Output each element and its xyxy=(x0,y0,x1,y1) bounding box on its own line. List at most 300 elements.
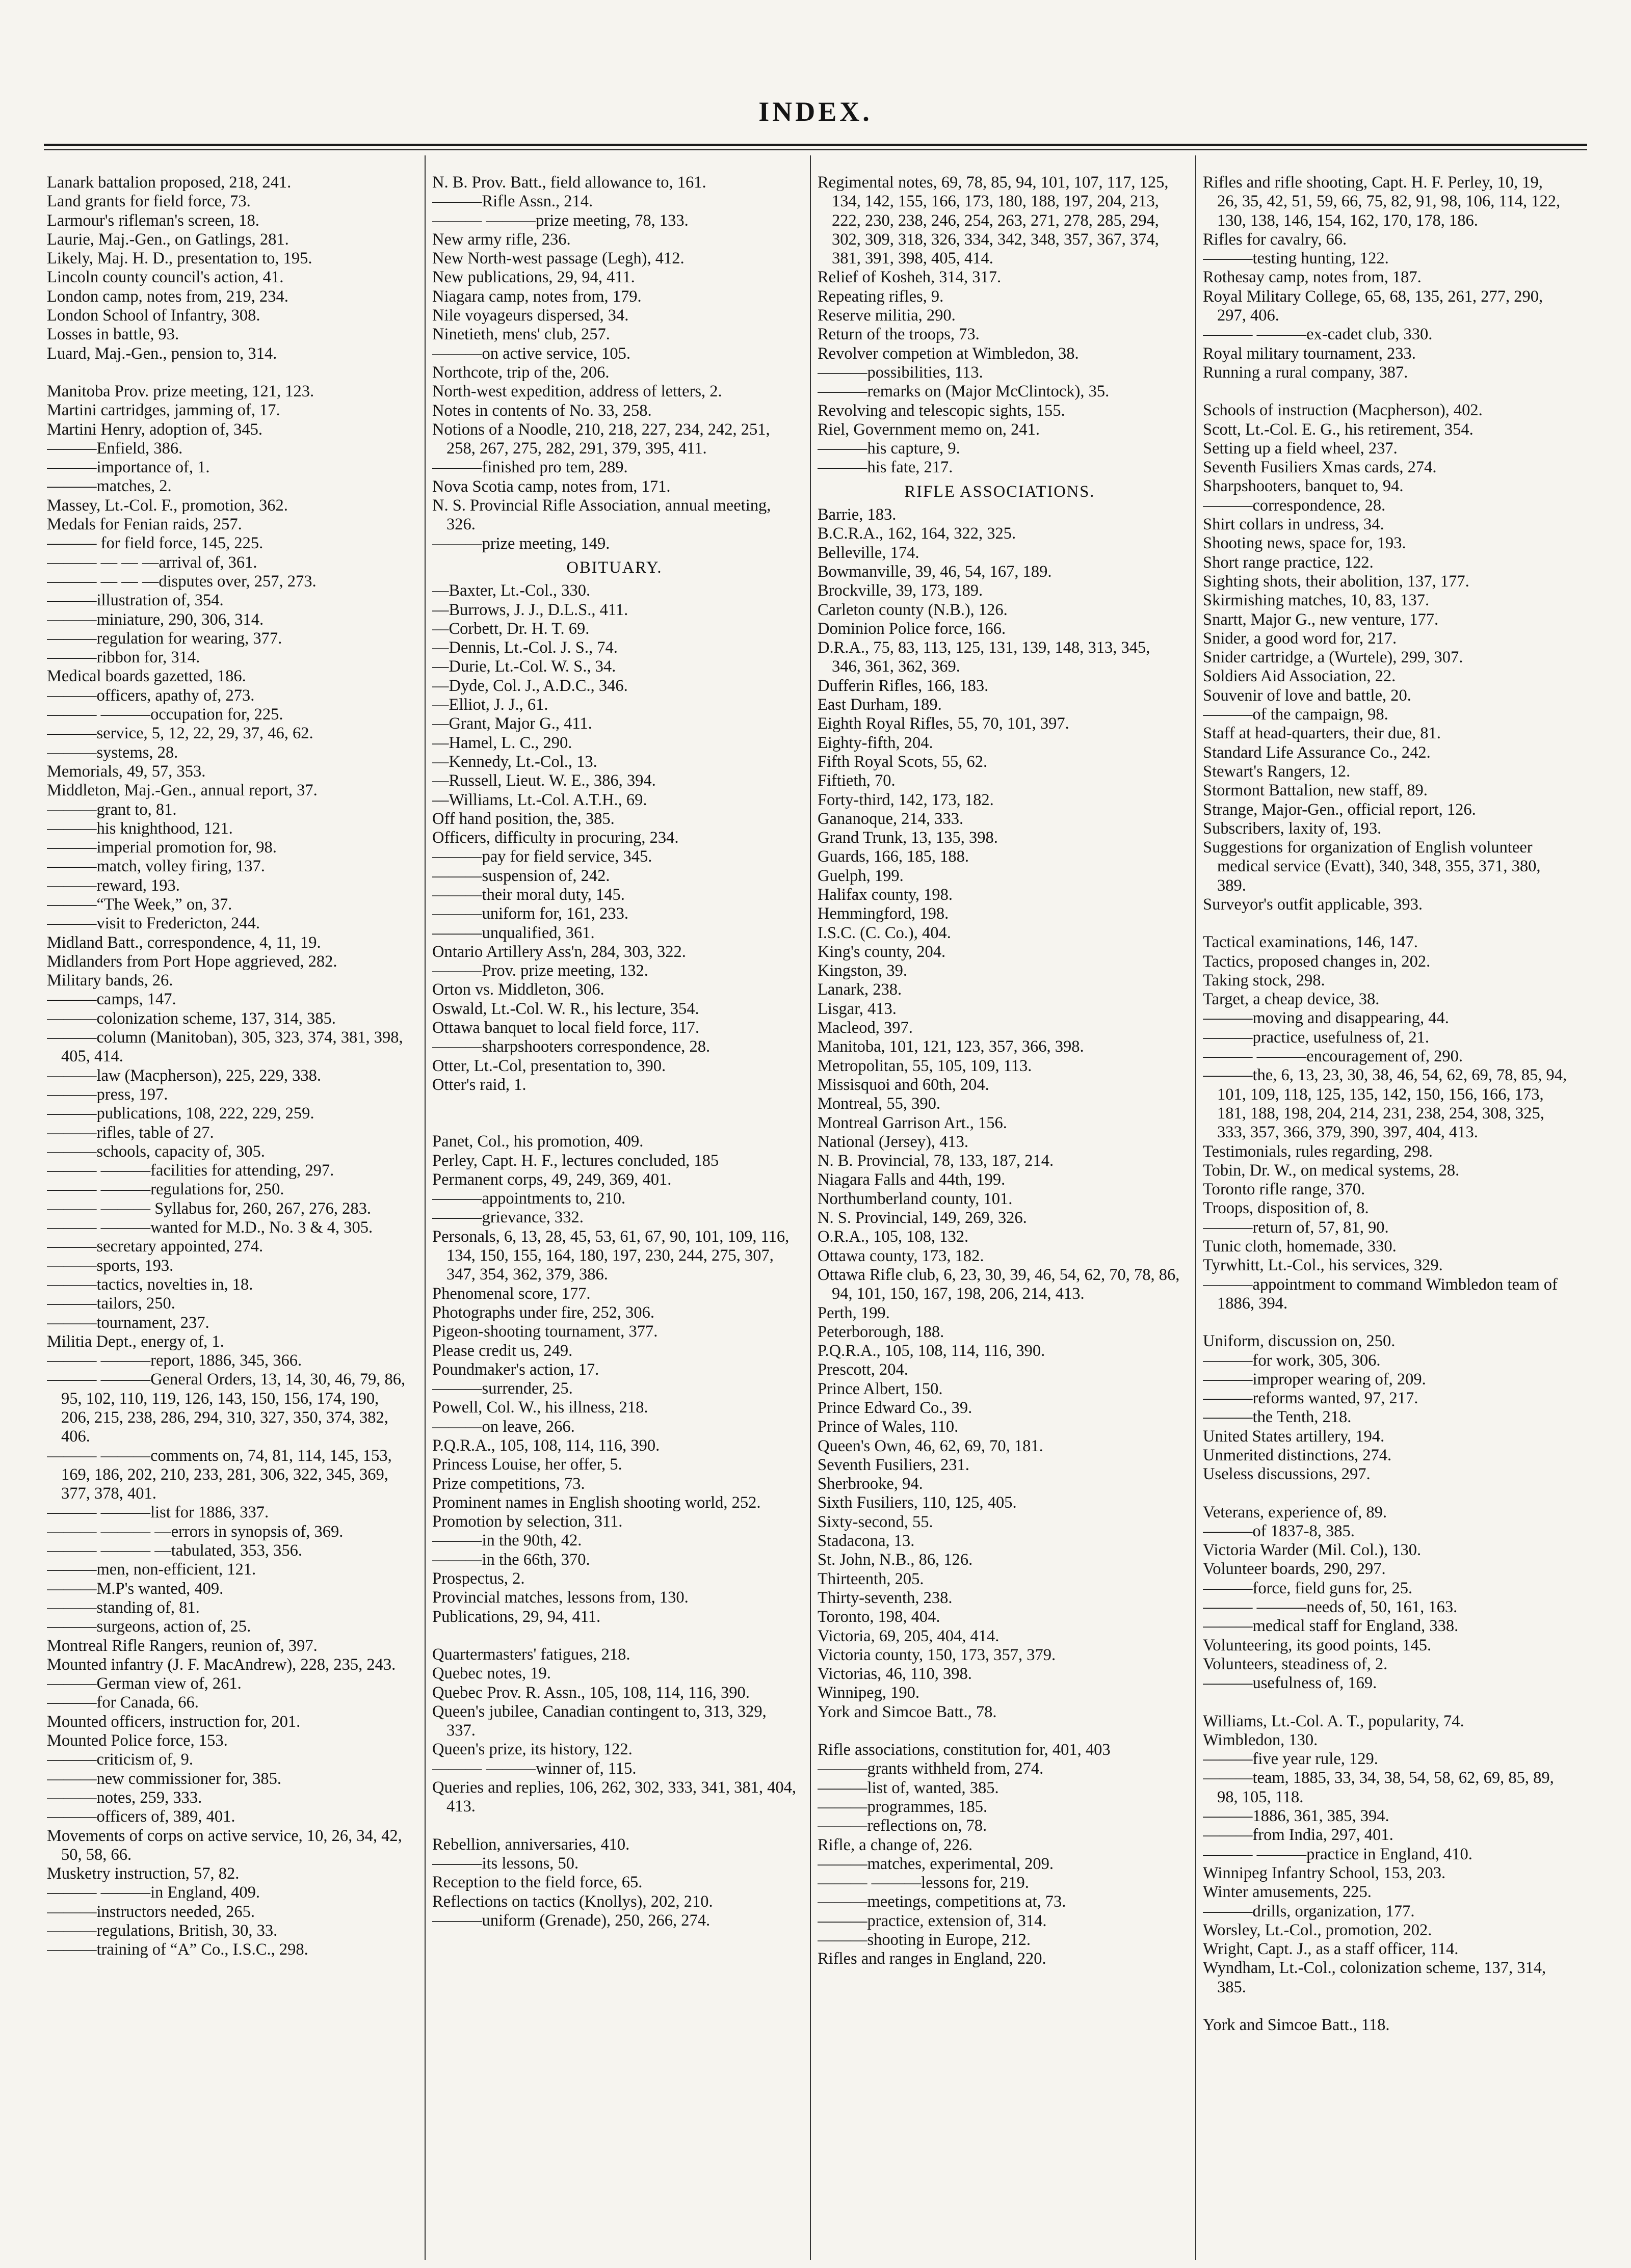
index-entry: Officers, difficulty in procuring, 234. xyxy=(432,829,679,847)
index-entry: ———medical staff for England, 338. xyxy=(1203,1617,1459,1636)
index-entry: Kingston, 39. xyxy=(818,962,908,980)
index-entry: Queen's Own, 46, 62, 69, 70, 181. xyxy=(818,1436,1043,1455)
index-entry: Perley, Capt. H. F., lectures concluded, 185 xyxy=(432,1151,719,1170)
index-entry: Brockville, 39, 173, 189. xyxy=(818,581,983,600)
index-entry: Nile voyageurs dispersed, 34. xyxy=(432,306,629,325)
index-entry: ———colonization scheme, 137, 314, 385. xyxy=(47,1009,336,1028)
index-entry: Perth, 199. xyxy=(818,1303,890,1322)
index-entry: Mounted infantry (J. F. MacAndrew), 228, 235, 243. xyxy=(47,1655,396,1674)
index-entry: Ottawa banquet to local field force, 117. xyxy=(432,1019,700,1037)
index-entry: ———column (Manitoban), 305, 323, 374, 381, 398, 405, 414. xyxy=(47,1028,403,1066)
index-entry: Standard Life Assurance Co., 242. xyxy=(1203,743,1431,762)
index-entry: —Williams, Lt.-Col. A.T.H., 69. xyxy=(432,790,647,809)
index-entry: Quebec notes, 19. xyxy=(432,1664,551,1683)
index-entry: Suggestions for organization of English volunteer medical service (Evatt), 340, 348, 355, 371, 380, 389. xyxy=(1203,838,1541,895)
index-entry: N. B. Prov. Batt., field allowance to, 161. xyxy=(432,173,706,192)
index-entry: Land grants for field force, 73. xyxy=(47,192,251,211)
index-entry: ———surrender, 25. xyxy=(432,1379,573,1398)
index-entry: Mounted officers, instruction for, 201. xyxy=(47,1712,301,1731)
index-entry: Medical boards gazetted, 186. xyxy=(47,667,246,686)
index-entry: ———1886, 361, 385, 394. xyxy=(1203,1807,1389,1826)
index-entry: Snider, a good word for, 217. xyxy=(1203,629,1397,648)
index-entry: Useless discussions, 297. xyxy=(1203,1465,1371,1484)
index-entry: Rothesay camp, notes from, 187. xyxy=(1203,268,1422,287)
index-entry: Metropolitan, 55, 105, 109, 113. xyxy=(818,1056,1032,1075)
index-entry: Victorias, 46, 110, 398. xyxy=(818,1665,972,1684)
index-entry: —Durie, Lt.-Col. W. S., 34. xyxy=(432,657,616,676)
index-entry: Running a rural company, 387. xyxy=(1203,363,1408,382)
index-entry: ———moving and disappearing, 44. xyxy=(1203,1009,1449,1028)
index-entry: ——— ———occupation for, 225. xyxy=(47,705,283,724)
index-entry: ——— ———encouragement of, 290. xyxy=(1203,1047,1463,1066)
index-entry: Larmour's rifleman's screen, 18. xyxy=(47,211,259,230)
index-entry: Otter, Lt.-Col, presentation to, 390. xyxy=(432,1056,666,1075)
index-entry: Missisquoi and 60th, 204. xyxy=(818,1075,989,1094)
index-entry: Memorials, 49, 57, 353. xyxy=(47,762,206,781)
index-entry: ———for work, 305, 306. xyxy=(1203,1351,1381,1370)
index-entry: ———regulations, British, 30, 33. xyxy=(47,1922,278,1940)
index-entry: Toronto rifle range, 370. xyxy=(1203,1180,1365,1199)
index-entry: Luard, Maj.-Gen., pension to, 314. xyxy=(47,344,277,363)
index-entry: Surveyor's outfit applicable, 393. xyxy=(1203,895,1423,914)
index-entry: ———the, 6, 13, 23, 30, 38, 46, 54, 62, 69, 78, 85, 94, 101, 109, 118, 125, 135, 142, 150, 156, 166, 173, 181, 188, 198, 204, 214, 231, 238, 254, 308, 325, 333, 357, 366, 379, 390, 397, 404, 413. xyxy=(1203,1066,1567,1142)
index-entry: Losses in battle, 93. xyxy=(47,325,179,344)
index-entry: Reserve militia, 290. xyxy=(818,306,956,325)
index-entry: Montreal, 55, 390. xyxy=(818,1095,941,1113)
index-entry: ———list of, wanted, 385. xyxy=(818,1778,999,1797)
index-entry: ———return of, 57, 81, 90. xyxy=(1203,1218,1389,1237)
index-entry: Sixty-second, 55. xyxy=(818,1512,933,1531)
index-entry: Williams, Lt.-Col. A. T., popularity, 74. xyxy=(1203,1712,1464,1730)
index-entry: Midlanders from Port Hope aggrieved, 282. xyxy=(47,952,337,971)
index-entry: Military bands, 26. xyxy=(47,971,173,990)
index-entry: Uniform, discussion on, 250. xyxy=(1203,1332,1396,1351)
index-entry: Victoria, 69, 205, 404, 414. xyxy=(818,1626,999,1645)
index-entry: East Durham, 189. xyxy=(818,696,942,714)
index-entry: ———of the campaign, 98. xyxy=(1203,705,1388,724)
index-entry: Winnipeg, 190. xyxy=(818,1684,919,1702)
index-entry: Royal Military College, 65, 68, 135, 261, 277, 290, 297, 406. xyxy=(1203,287,1543,325)
index-entry: Repeating rifles, 9. xyxy=(818,287,944,306)
index-entry: Ontario Artillery Ass'n, 284, 303, 322. xyxy=(432,942,686,961)
index-entry: Unmerited distinctions, 274. xyxy=(1203,1446,1392,1464)
index-entry: Target, a cheap device, 38. xyxy=(1203,990,1380,1009)
index-entry: ———meetings, competitions at, 73. xyxy=(818,1892,1066,1911)
index-entry: ———sports, 193. xyxy=(47,1256,174,1275)
index-entry: ——— ——— —errors in synopsis of, 369. xyxy=(47,1522,344,1541)
index-entry: ———ribbon for, 314. xyxy=(47,648,200,667)
index-entry: Movements of corps on active service, 10, 26, 34, 42, 50, 58, 66. xyxy=(47,1826,402,1864)
index-entry: Worsley, Lt.-Col., promotion, 202. xyxy=(1203,1920,1432,1939)
index-entry: ———criticism of, 9. xyxy=(47,1750,194,1769)
index-entry: ———training of “A” Co., I.S.C., 298. xyxy=(47,1940,308,1959)
index-entry: ———appointments to, 210. xyxy=(432,1189,626,1208)
index-entry: ———tactics, novelties in, 18. xyxy=(47,1275,253,1294)
index-entry: Volunteer boards, 290, 297. xyxy=(1203,1560,1386,1579)
index-entry: Tactics, proposed changes in, 202. xyxy=(1203,952,1431,971)
index-entry: Souvenir of love and battle, 20. xyxy=(1203,686,1411,705)
index-entry: Short range practice, 122. xyxy=(1203,553,1374,572)
index-entry: ——— ———in England, 409. xyxy=(47,1883,260,1902)
index-entry: Winter amusements, 225. xyxy=(1203,1883,1372,1902)
entry-spacer xyxy=(47,363,411,382)
index-entry: —Dyde, Col. J., A.D.C., 346. xyxy=(432,676,628,695)
index-entry: ———possibilities, 113. xyxy=(818,363,983,382)
entry-spacer xyxy=(1203,1313,1567,1332)
index-entry: ———secretary appointed, 274. xyxy=(47,1237,264,1256)
entry-spacer xyxy=(432,1626,797,1645)
index-entry: ———his knighthood, 121. xyxy=(47,819,233,838)
index-entry: Victoria county, 150, 173, 357, 379. xyxy=(818,1645,1056,1664)
index-entry: Queries and replies, 106, 262, 302, 333, 341, 381, 404, 413. xyxy=(432,1778,797,1816)
index-entry: ———M.P's wanted, 409. xyxy=(47,1579,224,1598)
index-entry: —Dennis, Lt.-Col. J. S., 74. xyxy=(432,638,618,657)
index-entry: North-west expedition, address of letters, 2. xyxy=(432,382,722,401)
entry-spacer xyxy=(432,1095,797,1113)
index-entry: ———rifles, table of 27. xyxy=(47,1123,214,1142)
index-entry: Toronto, 198, 404. xyxy=(818,1608,940,1626)
index-entry: —Grant, Major G., 411. xyxy=(432,714,592,733)
index-entry: Hemmingford, 198. xyxy=(818,904,949,923)
index-entry: ———importance of, 1. xyxy=(47,458,210,477)
index-entry: ———his capture, 9. xyxy=(818,439,960,458)
index-entry: New publications, 29, 94, 411. xyxy=(432,268,635,287)
header-rule-thick xyxy=(44,144,1587,146)
index-entry: Niagara Falls and 44th, 199. xyxy=(818,1170,1006,1189)
index-entry: ——— ———prize meeting, 78, 133. xyxy=(432,211,689,230)
index-entry: ———for Canada, 66. xyxy=(47,1693,199,1712)
index-entry: ———shooting in Europe, 212. xyxy=(818,1931,1031,1950)
index-entry: Sherbrooke, 94. xyxy=(818,1475,923,1493)
page-title: INDEX. xyxy=(758,96,873,127)
index-entry: Ninetieth, mens' club, 257. xyxy=(432,325,610,344)
index-entry: ———in the 66th, 370. xyxy=(432,1550,590,1569)
index-entry: Sharpshooters, banquet to, 94. xyxy=(1203,477,1404,496)
index-entry: Pigeon-shooting tournament, 377. xyxy=(432,1322,658,1341)
index-entry: Soldiers Aid Association, 22. xyxy=(1203,667,1396,686)
index-entry: P.Q.R.A., 105, 108, 114, 116, 390. xyxy=(432,1436,660,1455)
index-entry: Northcote, trip of the, 206. xyxy=(432,363,610,382)
column-divider xyxy=(1195,155,1196,2260)
index-entry: Seventh Fusiliers, 231. xyxy=(818,1455,969,1474)
index-entry: London School of Infantry, 308. xyxy=(47,306,260,325)
index-entry: ———improper wearing of, 209. xyxy=(1203,1370,1426,1389)
index-entry: Stadacona, 13. xyxy=(818,1532,915,1551)
index-entry: ———finished pro tem, 289. xyxy=(432,458,628,477)
index-entry: Scott, Lt.-Col. E. G., his retirement, 354. xyxy=(1203,420,1474,439)
index-entry: Quartermasters' fatigues, 218. xyxy=(432,1645,630,1664)
entry-spacer xyxy=(432,1113,797,1132)
index-entry: ———the Tenth, 218. xyxy=(1203,1408,1352,1427)
index-entry: ———practice, usefulness of, 21. xyxy=(1203,1028,1430,1047)
section-heading: RIFLE ASSOCIATIONS. xyxy=(904,482,1095,501)
index-entry: ———correspondence, 28. xyxy=(1203,496,1386,515)
index-entry: ———in the 90th, 42. xyxy=(432,1531,582,1550)
index-column-3 xyxy=(818,173,1182,2257)
index-entry: Relief of Kosheh, 314, 317. xyxy=(818,268,1002,287)
index-entry: ———imperial promotion for, 98. xyxy=(47,838,277,857)
index-entry: B.C.R.A., 162, 164, 322, 325. xyxy=(818,524,1016,543)
index-entry: —Russell, Lieut. W. E., 386, 394. xyxy=(432,771,656,790)
index-entry: Otter's raid, 1. xyxy=(432,1075,527,1094)
index-entry: ———“The Week,” on, 37. xyxy=(47,895,232,914)
index-entry: Niagara camp, notes from, 179. xyxy=(432,287,642,306)
index-entry: ———instructors needed, 265. xyxy=(47,1902,255,1921)
index-entry: Orton vs. Middleton, 306. xyxy=(432,980,604,999)
index-entry: Rifles and rifle shooting, Capt. H. F. Perley, 10, 19, 26, 35, 42, 51, 59, 66, 75, 82, 91, 98, 106, 114, 122, 130, 138, 146, 154, 162, 170, 178, 186. xyxy=(1203,173,1561,230)
index-entry: ——— ———regulations for, 250. xyxy=(47,1180,284,1199)
index-entry: York and Simcoe Batt., 118. xyxy=(1203,2016,1390,2035)
index-entry: ———of 1837-8, 385. xyxy=(1203,1522,1355,1540)
index-entry: Lincoln county council's action, 41. xyxy=(47,268,284,287)
index-entry: ———its lessons, 50. xyxy=(432,1854,579,1873)
index-entry: National (Jersey), 413. xyxy=(818,1132,969,1151)
index-entry: Veterans, experience of, 89. xyxy=(1203,1503,1387,1522)
index-entry: Prince Edward Co., 39. xyxy=(818,1399,972,1417)
index-entry: Please credit us, 249. xyxy=(432,1341,573,1360)
index-entry: ———Prov. prize meeting, 132. xyxy=(432,962,648,980)
index-entry: ———programmes, 185. xyxy=(818,1797,988,1816)
index-entry: Halifax county, 198. xyxy=(818,885,953,904)
index-entry: Photographs under fire, 252, 306. xyxy=(432,1303,654,1322)
index-entry: ———officers of, 389, 401. xyxy=(47,1807,235,1826)
index-entry: Winnipeg Infantry School, 153, 203. xyxy=(1203,1863,1446,1882)
index-entry: ——— ———winner of, 115. xyxy=(432,1759,637,1778)
index-entry: Dominion Police force, 166. xyxy=(818,619,1006,638)
index-entry: Publications, 29, 94, 411. xyxy=(432,1607,601,1626)
index-entry: Medals for Fenian raids, 257. xyxy=(47,515,242,534)
index-entry: ——— ———comments on, 74, 81, 114, 145, 153, 169, 186, 202, 210, 233, 281, 306, 322, 345, 369, 377, 378, 401. xyxy=(47,1446,392,1503)
index-entry: ———law (Macpherson), 225, 229, 338. xyxy=(47,1066,321,1085)
header-rule-thin xyxy=(44,149,1587,150)
index-entry: Volunteers, steadiness of, 2. xyxy=(1203,1655,1388,1673)
index-entry: Rifle, a change of, 226. xyxy=(818,1835,973,1854)
index-entry: Rebellion, anniversaries, 410. xyxy=(432,1835,630,1854)
index-entry: ———notes, 259, 333. xyxy=(47,1788,202,1807)
index-entry: N. S. Provincial Rifle Association, annual meeting, 326. xyxy=(432,496,771,534)
index-entry: Taking stock, 298. xyxy=(1203,971,1325,990)
index-entry: ———tournament, 237. xyxy=(47,1313,209,1332)
index-entry: ———miniature, 290, 306, 314. xyxy=(47,610,264,629)
index-entry: ———systems, 28. xyxy=(47,743,178,762)
index-entry: Notes in contents of No. 33, 258. xyxy=(432,401,652,420)
index-entry: London camp, notes from, 219, 234. xyxy=(47,287,288,306)
index-entry: Musketry instruction, 57, 82. xyxy=(47,1864,240,1883)
index-entry: Bowmanville, 39, 46, 54, 167, 189. xyxy=(818,562,1052,581)
index-entry: ——— ———General Orders, 13, 14, 30, 46, 79, 86, 95, 102, 110, 119, 126, 143, 150, 156, 174, 190, 206, 215, 238, 286, 294, 310, 327, 350, 374, 382, 406. xyxy=(47,1370,406,1446)
index-column-2 xyxy=(432,173,797,2257)
entry-spacer xyxy=(1203,1484,1567,1503)
index-entry: ———new commissioner for, 385. xyxy=(47,1769,281,1788)
index-entry: ——— ——— —tabulated, 353, 356. xyxy=(47,1541,302,1560)
index-entry: Peterborough, 188. xyxy=(818,1322,944,1341)
index-entry: Sighting shots, their abolition, 137, 177. xyxy=(1203,572,1469,591)
entry-spacer xyxy=(818,1722,1182,1741)
index-entry: New North-west passage (Legh), 412. xyxy=(432,249,685,268)
entry-spacer xyxy=(1203,382,1567,401)
index-entry: Riel, Government memo on, 241. xyxy=(818,420,1040,439)
index-entry: Setting up a field wheel, 237. xyxy=(1203,439,1398,458)
index-entry: Wright, Capt. J., as a staff officer, 114. xyxy=(1203,1940,1459,1959)
index-entry: ———reforms wanted, 97, 217. xyxy=(1203,1389,1418,1408)
index-entry: Lanark, 238. xyxy=(818,980,902,999)
index-entry: ———prize meeting, 149. xyxy=(432,534,610,553)
index-entry: Shooting news, space for, 193. xyxy=(1203,534,1406,553)
index-entry: ——— ———ex-cadet club, 330. xyxy=(1203,325,1433,344)
index-entry: Laurie, Maj.-Gen., on Gatlings, 281. xyxy=(47,230,289,249)
index-entry: ———usefulness of, 169. xyxy=(1203,1674,1377,1693)
index-entry: ———press, 197. xyxy=(47,1085,168,1104)
index-entry: Prominent names in English shooting world, 252. xyxy=(432,1493,761,1512)
index-entry: ———force, field guns for, 25. xyxy=(1203,1579,1413,1597)
index-entry: Northumberland county, 101. xyxy=(818,1189,1013,1208)
index-entry: Thirteenth, 205. xyxy=(818,1569,924,1588)
index-entry: ——— ——— Syllabus for, 260, 267, 276, 283. xyxy=(47,1199,372,1218)
index-entry: ———reflections on, 78. xyxy=(818,1817,987,1835)
index-entry: ———schools, capacity of, 305. xyxy=(47,1142,265,1161)
index-entry: Royal military tournament, 233. xyxy=(1203,344,1416,363)
entry-spacer xyxy=(432,1817,797,1835)
index-entry: United States artillery, 194. xyxy=(1203,1427,1385,1446)
index-entry: Promotion by selection, 311. xyxy=(432,1512,623,1531)
index-entry: ———remarks on (Major McClintock), 35. xyxy=(818,382,1110,401)
index-entry: ——— ———report, 1886, 345, 366. xyxy=(47,1351,302,1370)
index-entry: Midland Batt., correspondence, 4, 11, 19. xyxy=(47,933,321,952)
index-entry: ———camps, 147. xyxy=(47,990,176,1009)
index-entry: ———uniform for, 161, 233. xyxy=(432,904,629,923)
index-entry: Seventh Fusiliers Xmas cards, 274. xyxy=(1203,458,1437,477)
index-entry: Rifle associations, constitution for, 401, 403 xyxy=(818,1741,1111,1759)
index-entry: Oswald, Lt.-Col. W. R., his lecture, 354. xyxy=(432,999,699,1018)
index-entry: Middleton, Maj.-Gen., annual report, 37. xyxy=(47,781,318,800)
index-entry: Eighty-fifth, 204. xyxy=(818,733,933,752)
index-entry: ——— ———needs of, 50, 161, 163. xyxy=(1203,1598,1458,1617)
index-entry: I.S.C. (C. Co.), 404. xyxy=(818,923,951,942)
index-entry: Poundmaker's action, 17. xyxy=(432,1360,599,1379)
index-entry: ———suspension of, 242. xyxy=(432,866,610,885)
index-entry: Prescott, 204. xyxy=(818,1360,908,1379)
index-column-4 xyxy=(1203,173,1567,2257)
index-entry: ———on active service, 105. xyxy=(432,344,630,363)
index-entry: ——— ———lessons for, 219. xyxy=(818,1874,1029,1892)
index-entry: Strange, Major-Gen., official report, 126. xyxy=(1203,800,1476,819)
index-entry: Barrie, 183. xyxy=(818,505,897,524)
index-entry: Schools of instruction (Macpherson), 402. xyxy=(1203,401,1483,420)
section-heading: OBITUARY. xyxy=(566,558,663,577)
index-entry: Phenomenal score, 177. xyxy=(432,1284,591,1303)
index-entry: Prince of Wales, 110. xyxy=(818,1418,959,1436)
index-entry: —Burrows, J. J., D.L.S., 411. xyxy=(432,600,628,619)
index-entry: Guards, 166, 185, 188. xyxy=(818,847,969,866)
index-entry: Tobin, Dr. W., on medical systems, 28. xyxy=(1203,1161,1460,1180)
index-entry: ———tailors, 250. xyxy=(47,1294,175,1313)
index-entry: ———from India, 297, 401. xyxy=(1203,1826,1393,1845)
index-entry: ———German view of, 261. xyxy=(47,1674,242,1693)
index-entry: Victoria Warder (Mil. Col.), 130. xyxy=(1203,1541,1422,1560)
index-entry: Mounted Police force, 153. xyxy=(47,1731,228,1750)
index-entry: D.R.A., 75, 83, 113, 125, 131, 139, 148, 313, 345, 346, 361, 362, 369. xyxy=(818,638,1150,676)
index-entry: Prospectus, 2. xyxy=(432,1569,525,1588)
index-entry: St. John, N.B., 86, 126. xyxy=(818,1551,973,1569)
index-entry: Likely, Maj. H. D., presentation to, 195. xyxy=(47,249,312,268)
index-entry: Wyndham, Lt.-Col., colonization scheme, 137, 314, 385. xyxy=(1203,1959,1546,1996)
index-entry: ——— — — —disputes over, 257, 273. xyxy=(47,572,317,591)
index-entry: Prize competitions, 73. xyxy=(432,1474,585,1493)
index-entry: Montreal Rifle Rangers, reunion of, 397. xyxy=(47,1636,318,1655)
index-entry: ——— — — —arrival of, 361. xyxy=(47,553,257,572)
index-entry: Revolving and telescopic sights, 155. xyxy=(818,401,1065,420)
index-entry: ———regulation for wearing, 377. xyxy=(47,629,282,648)
index-entry: Guelph, 199. xyxy=(818,866,904,885)
index-entry: Personals, 6, 13, 28, 45, 53, 61, 67, 90, 101, 109, 116, 134, 150, 155, 164, 180, 197, 230, 244, 275, 307, 347, 354, 362, 379, 386. xyxy=(432,1227,790,1284)
index-entry: Regimental notes, 69, 78, 85, 94, 101, 107, 117, 125, 134, 142, 155, 166, 173, 180, 188, 197, 204, 213, 222, 230, 238, 246, 254, 263, 271, 278, 285, 294, 302, 309, 318, 326, 334, 342, 348, 357, 367, 374, 381, 391, 398, 405, 414. xyxy=(818,173,1169,268)
index-entry: ———sharpshooters correspondence, 28. xyxy=(432,1037,711,1056)
index-entry: ———surgeons, action of, 25. xyxy=(47,1617,251,1636)
index-entry: York and Simcoe Batt., 78. xyxy=(818,1702,997,1721)
index-entry: P.Q.R.A., 105, 108, 114, 116, 390. xyxy=(818,1342,1045,1360)
index-entry: Reflections on tactics (Knollys), 202, 210. xyxy=(432,1892,713,1911)
index-entry: ———officers, apathy of, 273. xyxy=(47,686,255,705)
index-entry: Dufferin Rifles, 166, 183. xyxy=(818,676,989,695)
index-entry: Wimbledon, 130. xyxy=(1203,1730,1318,1749)
index-entry: Princess Louise, her offer, 5. xyxy=(432,1455,622,1474)
index-entry: Ottawa county, 173, 182. xyxy=(818,1246,984,1265)
index-entry: ——— ———facilities for attending, 297. xyxy=(47,1161,334,1180)
index-entry: ———visit to Fredericton, 244. xyxy=(47,914,260,933)
index-entry: Belleville, 174. xyxy=(818,543,919,562)
index-entry: Manitoba Prov. prize meeting, 121, 123. xyxy=(47,382,314,401)
index-entry: Queen's jubilee, Canadian contingent to, 313, 329, 337. xyxy=(432,1702,767,1740)
index-entry: Ottawa Rifle club, 6, 23, 30, 39, 46, 54, 62, 70, 78, 86, 94, 101, 150, 167, 198, 206, 214, 413. xyxy=(818,1265,1180,1303)
index-entry: Rifles for cavalry, 66. xyxy=(1203,230,1347,249)
index-entry: ——— ———wanted for M.D., No. 3 & 4, 305. xyxy=(47,1218,373,1237)
index-entry: Panet, Col., his promotion, 409. xyxy=(432,1132,644,1151)
index-entry: Gananoque, 214, 333. xyxy=(818,809,964,828)
index-entry: ——— ———list for 1886, 337. xyxy=(47,1503,269,1522)
index-entry: ———on leave, 266. xyxy=(432,1417,575,1436)
index-entry: Powell, Col. W., his illness, 218. xyxy=(432,1398,648,1417)
index-entry: ———standing of, 81. xyxy=(47,1598,200,1617)
index-entry: —Hamel, L. C., 290. xyxy=(432,733,572,752)
index-entry: Tactical examinations, 146, 147. xyxy=(1203,933,1418,952)
index-entry: Shirt collars in undress, 34. xyxy=(1203,515,1384,534)
index-entry: ———drills, organization, 177. xyxy=(1203,1902,1415,1920)
index-entry: ———matches, experimental, 209. xyxy=(818,1854,1054,1873)
index-entry: Rifles and ranges in England, 220. xyxy=(818,1950,1046,1968)
column-divider xyxy=(810,155,811,2260)
index-entry: O.R.A., 105, 108, 132. xyxy=(818,1228,969,1246)
index-entry: Provincial matches, lessons from, 130. xyxy=(432,1588,689,1607)
index-entry: King's county, 204. xyxy=(818,942,946,961)
index-entry: Forty-third, 142, 173, 182. xyxy=(818,790,994,809)
index-entry: Carleton county (N.B.), 126. xyxy=(818,600,1008,619)
index-entry: Return of the troops, 73. xyxy=(818,325,980,344)
index-entry: ———grant to, 81. xyxy=(47,800,177,819)
index-entry: Queen's prize, its history, 122. xyxy=(432,1740,633,1759)
index-entry: Lisgar, 413. xyxy=(818,999,897,1018)
index-entry: Revolver competion at Wimbledon, 38. xyxy=(818,344,1079,363)
column-divider xyxy=(425,155,426,2260)
index-entry: N. B. Provincial, 78, 133, 187, 214. xyxy=(818,1152,1054,1170)
entry-spacer xyxy=(1203,914,1567,933)
index-entry: —Baxter, Lt.-Col., 330. xyxy=(432,581,591,600)
index-entry: Testimonials, rules regarding, 298. xyxy=(1203,1142,1433,1161)
index-entry: ———service, 5, 12, 22, 29, 37, 46, 62. xyxy=(47,724,313,743)
index-entry: Fifth Royal Scots, 55, 62. xyxy=(818,752,988,771)
index-entry: Nova Scotia camp, notes from, 171. xyxy=(432,477,671,496)
index-entry: Stormont Battalion, new staff, 89. xyxy=(1203,781,1428,800)
index-entry: Lanark battalion proposed, 218, 241. xyxy=(47,173,292,192)
